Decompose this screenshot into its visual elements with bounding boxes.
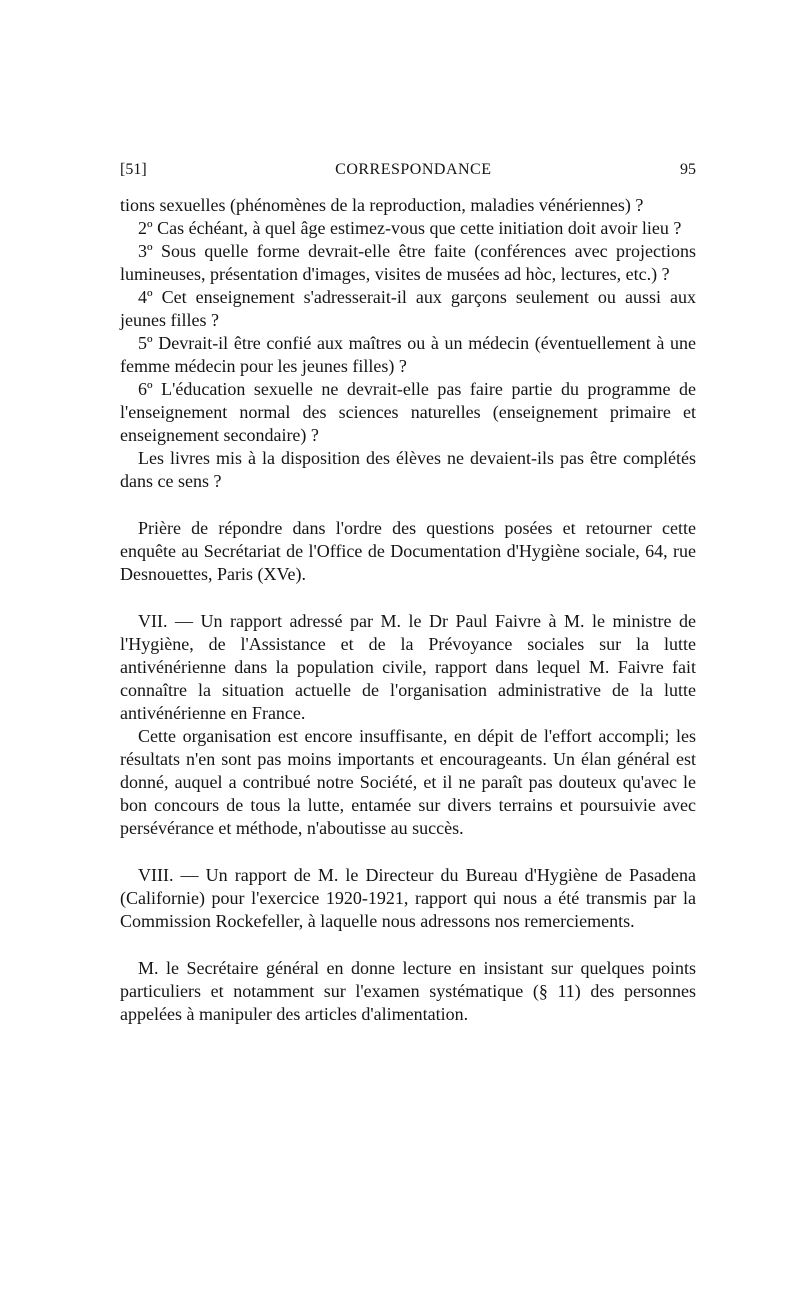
section-viii-report: VIII. — Un rapport de M. le Directeur du Bureau d'Hygiène de Pasadena (Californie) pour l'exercice 1920-1921, rapport qui nous a été transmis par la Commission Rockefeller, à laquelle nous adressons nos remerciements. <box>120 865 696 931</box>
header-section-number: [51] <box>120 161 147 178</box>
page-number: 95 <box>679 161 696 178</box>
section-vii-commentary: Cette organisation est encore insuffisante, en dépit de l'effort accompli; les résultats n'en sont pas moins importants et encourageants. Un élan général est donné, auquel a contribué notre Société, et il ne paraît pas douteux qu'avec le bon concours de tous la lutte, entamée sur divers terrains et poursuivie avec persévérance et méthode, n'aboutisse au succès. <box>120 726 696 838</box>
reply-instructions: Prière de répondre dans l'ordre des questions posées et retourner cette enquête au Secrétariat de l'Office de Documentation d'Hygiène sociale, 64, rue Desnouettes, Paris (XVe). <box>120 518 696 584</box>
section-vii-report: VII. — Un rapport adressé par M. le Dr Paul Faivre à M. le ministre de l'Hygiène, de l'Assistance et de la Prévoyance sociales sur la lutte antivénérienne dans la population civile, rapport dans lequel M. Faivre fait connaître la situation actuelle de l'organisation administrative de la lutte antivénérienne en France. <box>120 611 696 723</box>
questionnaire-item-5: 5º Devrait-il être confié aux maîtres ou à un médecin (éventuellement à une femme médecin pour les jeunes filles) ? <box>120 333 696 376</box>
questionnaire-item-3: 3º Sous quelle forme devrait-elle être faite (conférences avec projections lumineuses, présentation d'images, visites de musées ad hòc, lectures, etc.) ? <box>120 241 696 284</box>
spacer <box>120 933 696 957</box>
spacer <box>120 493 696 517</box>
running-header <box>120 158 696 182</box>
questionnaire-item-6: 6º L'éducation sexuelle ne devrait-elle pas faire partie du programme de l'enseignement normal des sciences naturelles (enseignement primaire et enseignement secondaire) ? <box>120 379 696 445</box>
header-title: CORRESPONDANCE <box>335 161 492 178</box>
page-body <box>120 194 696 1026</box>
questionnaire-item-1-continuation: tions sexuelles (phénomènes de la reproduction, maladies vénériennes) ? <box>120 195 644 215</box>
spacer <box>120 840 696 864</box>
questionnaire-item-4: 4º Cet enseignement s'adresserait-il aux garçons seulement ou aussi aux jeunes filles ? <box>120 287 696 330</box>
document-page <box>120 158 696 1026</box>
spacer <box>120 586 696 610</box>
closing-paragraph: M. le Secrétaire général en donne lecture en insistant sur quelques points particuliers et notamment sur l'examen systématique (§ 11) des personnes appelées à manipuler des articles d'alimentation. <box>120 958 696 1024</box>
questionnaire-note: Les livres mis à la disposition des élèves ne devaient-ils pas être complétés dans ce sens ? <box>120 448 696 491</box>
questionnaire-item-2: 2º Cas échéant, à quel âge estimez-vous que cette initiation doit avoir lieu ? <box>138 218 682 238</box>
